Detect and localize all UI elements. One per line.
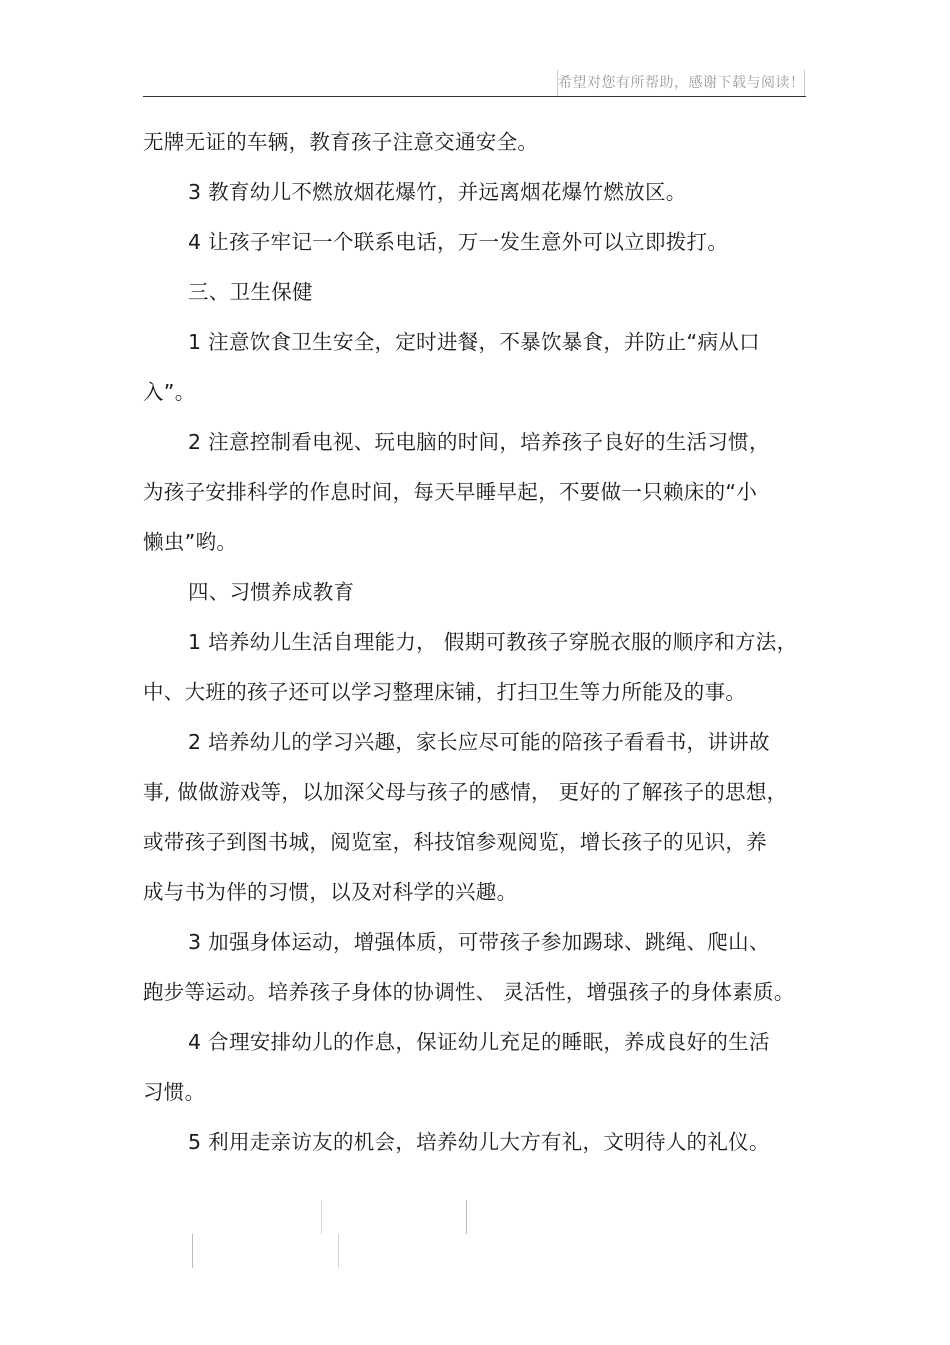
paragraph-line: 为孩子安排科学的作息时间，每天早睡早起，不要做一只赖床的“小 <box>143 480 758 504</box>
paragraph-line: 3 加强身体运动，增强体质，可带孩子参加踢球、跳绳、爬山、 <box>188 930 770 954</box>
faint-rule-mark <box>338 1234 339 1268</box>
paragraph-line: 入”。 <box>143 380 196 404</box>
paragraph-line: 4 让孩子牢记一个联系电话，万一发生意外可以立即拨打。 <box>188 230 729 254</box>
paragraph-line: 1 注意饮食卫生安全，定时进餐，不暴饮暴食，并防止“病从口 <box>188 330 760 354</box>
paragraph-line: 或带孩子到图书城，阅览室，科技馆参观阅览，增长孩子的见识，养 <box>143 830 767 854</box>
header-rule <box>143 96 806 97</box>
paragraph-line: 成与书为伴的习惯，以及对科学的兴趣。 <box>143 880 518 904</box>
paragraph-line: 事, 做做游戏等，以加深父母与孩子的感情， 更好的了解孩子的思想， <box>143 780 788 804</box>
paragraph-line: 4 合理安排幼儿的作息，保证幼儿充足的睡眠，养成良好的生活 <box>188 1030 770 1054</box>
paragraph-line: 1 培养幼儿生活自理能力， 假期可教孩子穿脱衣服的顺序和方法， <box>188 630 798 654</box>
section-heading: 三、卫生保健 <box>188 280 313 304</box>
paragraph-line: 习惯。 <box>143 1080 206 1104</box>
paragraph-line: 中、大班的孩子还可以学习整理床铺，打扫卫生等力所能及的事。 <box>143 680 747 704</box>
paragraph-line: 5 利用走亲访友的机会，培养幼儿大方有礼，文明待人的礼仪。 <box>188 1130 770 1154</box>
faint-rule-mark <box>321 1200 322 1234</box>
paragraph-line: 2 注意控制看电视、玩电脑的时间，培养孩子良好的生活习惯， <box>188 430 770 454</box>
paragraph-line: 懒虫”哟。 <box>143 530 238 554</box>
paragraph-line: 无牌无证的车辆，教育孩子注意交通安全。 <box>143 130 539 154</box>
header-banner: 希望对您有所帮助，感谢下载与阅读！ <box>557 70 805 96</box>
faint-rule-mark <box>466 1200 467 1234</box>
paragraph-line: 3 教育幼儿不燃放烟花爆竹，并远离烟花爆竹燃放区。 <box>188 180 687 204</box>
paragraph-line: 跑步等运动。培养孩子身体的协调性、 灵活性，增强孩子的身体素质。 <box>143 980 795 1004</box>
faint-rule-mark <box>192 1234 193 1268</box>
section-heading: 四、习惯养成教育 <box>188 580 355 604</box>
paragraph-line: 2 培养幼儿的学习兴趣，家长应尽可能的陪孩子看看书，讲讲故 <box>188 730 770 754</box>
